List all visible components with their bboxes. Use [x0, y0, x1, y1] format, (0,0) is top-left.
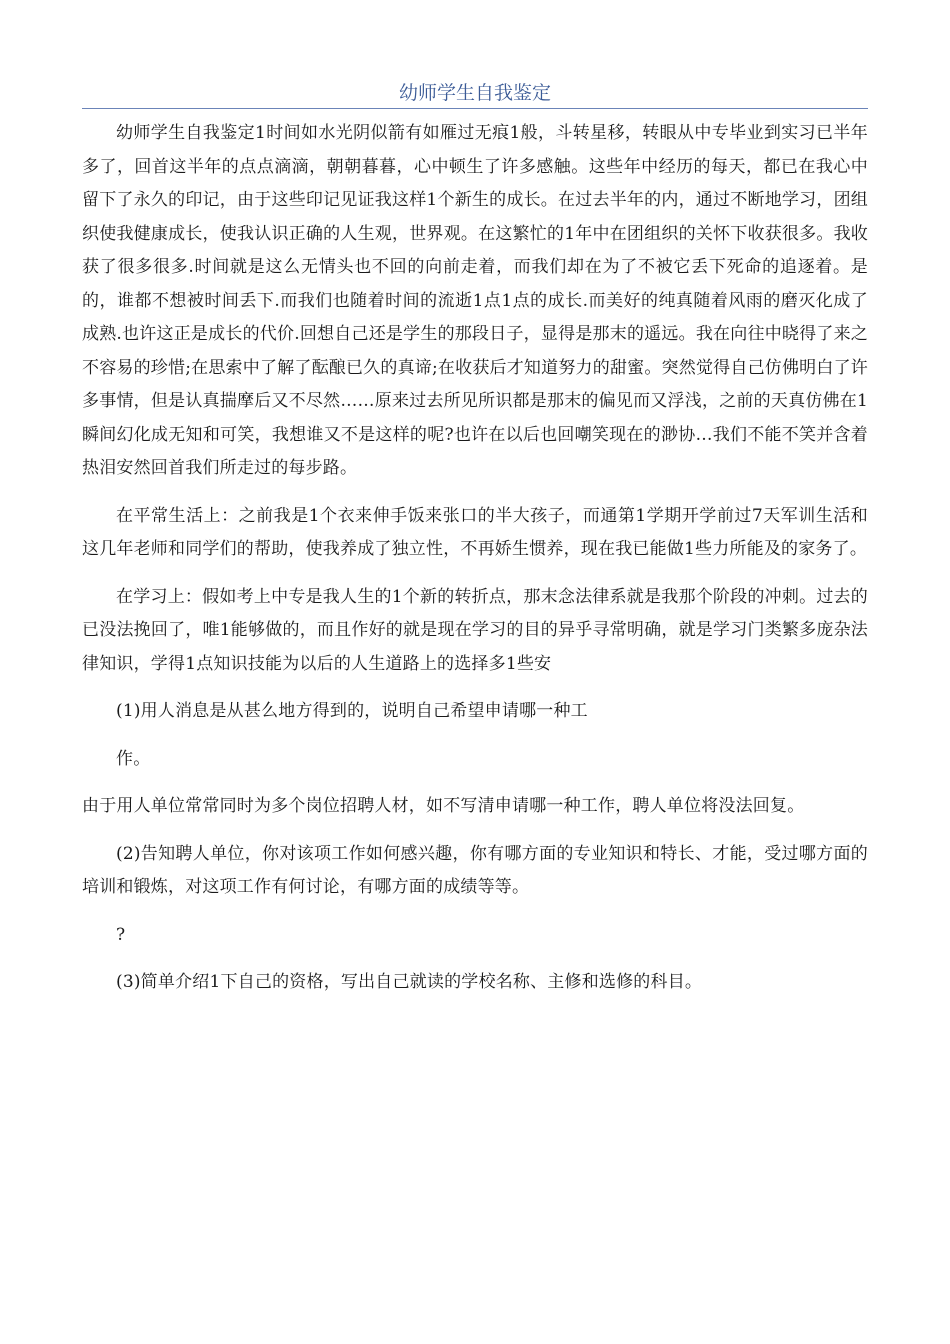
document-page — [82, 78, 868, 1014]
document-title: 幼师学生自我鉴定 — [398, 82, 551, 104]
paragraph-question-mark: ? — [116, 924, 126, 945]
paragraph-study: 在学习上：假如考上中专是我人生的1个新的转折点，那末念法律系就是我那个阶段的冲刺。过去的已没法挽回了，唯1能够做的，而且作好的就是现在学习的目的异乎寻常明确，就是学习门类繁多庞杂法律知识，学得1点知识技能为以后的人生道路上的选择多1些安 — [82, 586, 868, 674]
paragraph-daily-life: 在平常生活上：之前我是1个衣来伸手饭来张口的半大孩子，而通第1学期开学前过7天军训生活和这几年老师和同学们的帮助，使我养成了独立性，不再娇生惯养，现在我已能做1些力所能及的家务了。 — [82, 505, 868, 559]
title-underline — [82, 108, 868, 109]
paragraph-item-2: (2)告知聘人单位，你对该项工作如何感兴趣，你有哪方面的专业知识和特长、才能，受过哪方面的培训和锻炼，对这项工作有何讨论，有哪方面的成绩等等。 — [82, 843, 868, 897]
paragraph-item-1-explain: 由于用人单位常常同时为多个岗位招聘人材，如不写清申请哪一种工作，聘人单位将没法回复。 — [82, 796, 805, 816]
paragraph-item-1-cont: 作。 — [116, 748, 151, 769]
paragraph-item-1: (1)用人消息是从甚么地方得到的，说明自己希望申请哪一种工 — [116, 701, 588, 721]
paragraph-item-3: (3)简单介绍1下自己的资格，写出自己就读的学校名称、主修和选修的科目。 — [116, 972, 703, 992]
paragraph-intro: 幼师学生自我鉴定1时间如水光阴似箭有如雁过无痕1般，斗转星移，转眼从中专毕业到实习已半年多了，回首这半年的点点滴滴，朝朝暮暮，心中顿生了许多感触。这些年中经历的每天，都已在我心中留下了永久的印记，由于这些印记见证我这样1个新生的成长。在过去半年的内，通过不断地学习，团组织使我健康成长，使我认识正确的人生观，世界观。在这繁忙的1年中在团组织的关怀下收获很多。我收获了很多很多.时间就是这么无情头也不回的向前走着，而我们却在为了不被它丢下死命的追逐着。是的，谁都不想被时间丢下.而我们也随着时间的流逝1点1点的成长.而美好的纯真随着风雨的磨灭化成了成熟.也许这正是成长的代价.回想自己还是学生的那段日子，显得是那末的遥远。我在向往中晓得了来之不容易的珍惜;在思索中了解了酝酿已久的真谛;在收获后才知道努力的甜蜜。突然觉得自己仿佛明白了许多事情，但是认真揣摩后又不尽然……原来过去所见所识都是那末的偏见而又浮浅，之前的天真仿佛在1瞬间幻化成无知和可笑，我想谁又不是这样的呢?也许在以后也回嘲笑现在的渺协…我们不能不笑并含着热泪安然回首我们所走过的每步路。 — [82, 123, 868, 478]
